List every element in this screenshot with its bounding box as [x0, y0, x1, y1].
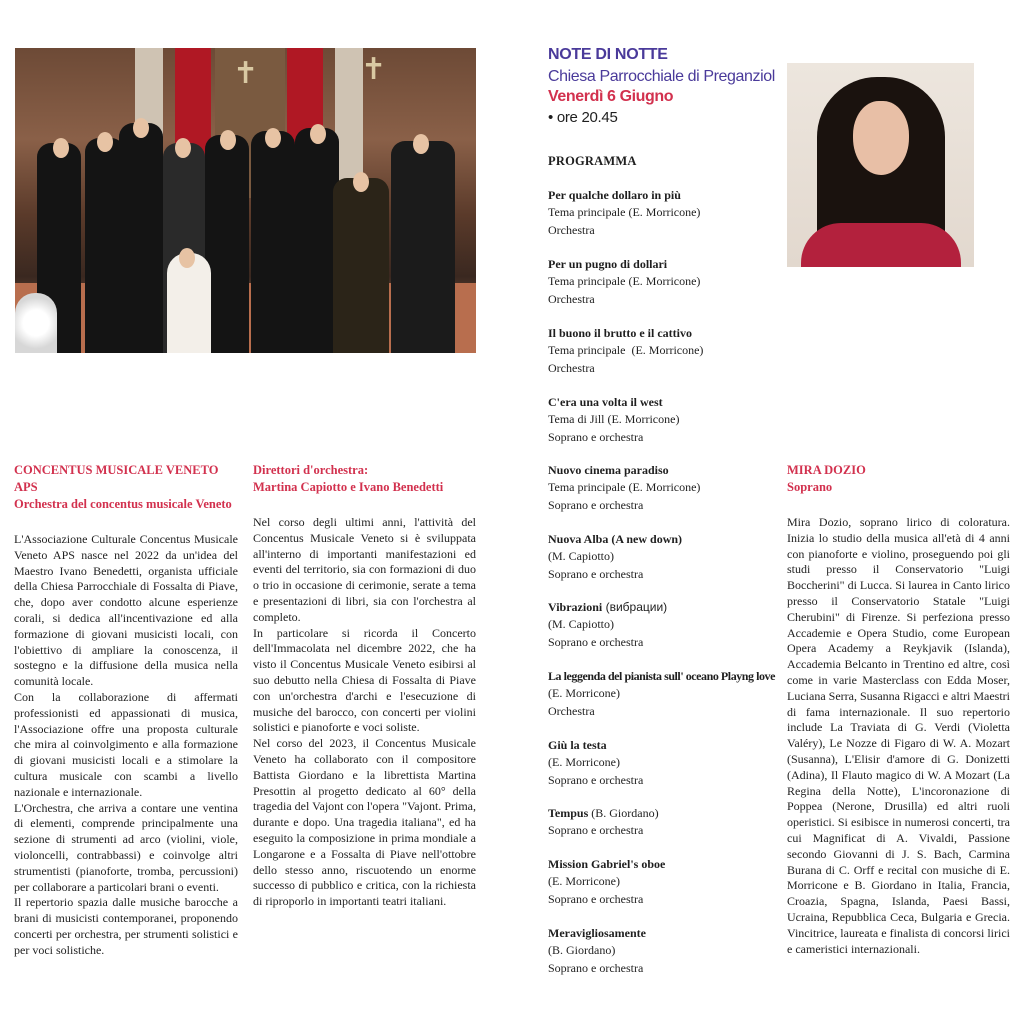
concentus-subtitle: Orchestra del concentus musicale Veneto	[14, 497, 232, 511]
piece-performers: Soprano e orchestra	[548, 566, 644, 581]
event-place: Chiesa Parrocchiale di Preganziol	[548, 68, 775, 85]
piece-detail: (E. Morricone)	[548, 874, 620, 889]
piece-detail: (B. Giordano)	[548, 943, 616, 958]
program-item	[548, 187, 788, 239]
soprano-bio: Mira Dozio, soprano lirico di coloratura. Inizia lo studio della musica all'età di 4 anni con pianoforte e violino, proseguendo poi gli studi presso il Conservatorio "Luigi Boccherini" di Lucca. Si laurea in Canto lirico presso il Conservatorio Statale "Luigi Cherubini" di Firenze. Si perfeziona presso Accademie e Opera Studio, come European Opera Academy a Reykjavik (Islanda), Accademia Belcanto in Trentino ed altre, così come in varie Masterclass con Edda Moser, Luciana Serra, Susanna Rigacci e altri Maestri di fama internazionale. Il suo repertorio include La Traviata di G. Verdi (Violetta Valéry), Le Nozze di Figaro di W. A. Mozart (Susanna), L'Elisir d'amore di G. Donizetti (Adina), Il Flauto magico di W. A Mozart (La Regina della Notte), L'incoronazione di Poppea (Nerone, Drusilla) ed altri ruoli operistici. Si esibisce in numerosi concerti, tra cui Magnificat di A. Vivaldi, Passione secondo Giovanni di J. S. Bach, Carmina Burana di C. Orff e recital con musiche di E. Morricone e B. Giordano in Italia, Francia, Croazia, Spagna, Islanda, Paesi Bassi, Ucraina, Repubblica Ceca, Bulgaria e Grecia. Vincitrice, laureata e finalista di concorsi lirici e cameristici internazionali.	[787, 515, 1010, 956]
piece-title: La leggenda del pianista sull' oceano Playng love	[548, 669, 775, 683]
orchestra-photo: ✝ ✝	[15, 48, 476, 353]
program-item	[548, 599, 788, 651]
piece-title-extra: (вибрации)	[602, 600, 668, 614]
directors-section	[253, 462, 476, 910]
directors-paragraph: Nel corso degli ultimi anni, l'attività del Concentus Musicale Veneto si è sviluppata all'interno di importanti manifestazioni ed eventi del territorio, sia con formazioni di duo o trio in occasione di cerimonie, serate a tema e presentazioni di libri, sia con l'orchestra al completo.	[253, 515, 476, 624]
piece-title: Vibrazioni	[548, 600, 603, 614]
piece-performers: Soprano e orchestra	[548, 772, 644, 787]
piece-title: Giù la testa	[548, 738, 607, 752]
piece-detail: (E. Morricone)	[548, 686, 620, 701]
event-time: • ore 20.45	[548, 109, 618, 126]
piece-detail: Tema di Jill (E. Morricone)	[548, 412, 680, 427]
program-item	[548, 737, 788, 789]
directors-paragraph: Nel corso del 2023, il Concentus Musicale Veneto ha collaborato con il compositore Battista Giordano e la librettista Martina Presottin al progetto dedicato al 60° della tragedia del Vajont con l'opera "Vajont. Prima, durante e dopo. Una tragedia italiana", ed ha eseguito la composizione in prima mondiale a Longarone e a Fossalta di Piave nell'ottobre dello stesso anno, riscuotendo un enorme successo di pubblico e critica, con la richiesta di riproporlo in importanti teatri italiani.	[253, 736, 476, 909]
program-item	[548, 531, 788, 583]
piece-title: C'era una volta il west	[548, 395, 663, 409]
piece-title-extra: (B. Giordano)	[588, 806, 659, 820]
piece-title: Per un pugno di dollari	[548, 257, 668, 271]
piece-detail: (M. Capiotto)	[548, 617, 614, 632]
piece-performers: Soprano e orchestra	[548, 891, 644, 906]
piece-title: Meravigliosamente	[548, 926, 646, 940]
program-item	[548, 856, 788, 908]
concentus-section	[14, 462, 238, 959]
piece-performers: Soprano e orchestra	[548, 634, 644, 649]
piece-performers: Soprano e orchestra	[548, 497, 644, 512]
program-heading: PROGRAMMA	[548, 154, 637, 168]
program-item	[548, 394, 788, 446]
concentus-paragraph: Il repertorio spazia dalle musiche barocche a brani di musicisti contemporanei, proponendo concerti per orchestra, per strumenti solistici e per voci solistiche.	[14, 895, 238, 957]
concentus-paragraph: L'Associazione Culturale Concentus Musicale Veneto APS nasce nel 2022 da un'idea del Maestro Ivano Benedetti, organista ufficiale della Chiesa Parrocchiale di Fossalta di Piave, che, dopo aver condotto alcune esperienze corali, si dedica all'incentivazione ed alla formazione di giovani musicisti locali, con l'obiettivo di ampliare la conoscenza, il sostegno e la diffusione della musica nella comunità locale.	[14, 532, 238, 689]
piece-performers: Soprano e orchestra	[548, 960, 644, 975]
piece-performers: Orchestra	[548, 703, 595, 718]
program-item	[548, 325, 788, 377]
program-item	[548, 668, 784, 720]
soprano-section	[787, 462, 1010, 957]
piece-title: Nuovo cinema paradiso	[548, 463, 669, 477]
soprano-name: MIRA DOZIO	[787, 463, 866, 477]
piece-detail: (E. Morricone)	[548, 755, 620, 770]
program-item	[548, 805, 788, 840]
piece-detail: Tema principale (E. Morricone)	[548, 343, 704, 358]
concentus-title: CONCENTUS MUSICALE VENETO APS	[14, 463, 219, 494]
directors-paragraph: In particolare si ricorda il Concerto dell'Immacolata nel dicembre 2022, che ha visto il Concentus Musicale Veneto esibirsi al suo debutto nella Chiesa di Fossalta di Piave con un'orchestra d'archi e l'esecuzione di musiche del barocco, con concerti per violini solistici e pianoforte e voci soliste.	[253, 625, 476, 735]
program-item	[548, 925, 788, 977]
piece-performers: Soprano e orchestra	[548, 823, 644, 838]
soprano-portrait	[787, 63, 974, 267]
piece-detail: Tema principale (E. Morricone)	[548, 274, 701, 289]
piece-detail: (M. Capiotto)	[548, 549, 614, 564]
piece-detail: Tema principale (E. Morricone)	[548, 205, 701, 220]
directors-title: Direttori d'orchestra:	[253, 463, 369, 477]
event-title: NOTE DI NOTTE	[548, 46, 668, 63]
piece-performers: Orchestra	[548, 291, 595, 306]
concentus-paragraph: Con la collaborazione di affermati professionisti ed appassionati di musica, l'Associazione offre una proposta culturale che mira al coinvolgimento e alla formazione di giovani musicisti locali e a stimolare la cultura musicale con scambi a livello nazionale e internazionale.	[14, 689, 238, 799]
piece-title: Per qualche dollaro in più	[548, 188, 681, 202]
piece-performers: Orchestra	[548, 222, 595, 237]
piece-title: Mission Gabriel's oboe	[548, 857, 666, 871]
soprano-role: Soprano	[787, 480, 833, 494]
concentus-paragraph: L'Orchestra, che arriva a contare une ventina di elementi, comprende principalmente una sezione di strumenti ad arco (violini, viole, violoncelli, contrabbassi) e coinvolge altri strumentisti (pianoforte, tromba, percussioni) per collaborare a particolari brani o eventi.	[14, 800, 238, 894]
piece-performers: Orchestra	[548, 360, 595, 375]
piece-title: Tempus	[548, 806, 589, 820]
piece-performers: Soprano e orchestra	[548, 429, 644, 444]
program-item	[548, 256, 788, 308]
piece-title: Nuova Alba (A new down)	[548, 532, 683, 546]
event-date: Venerdì 6 Giugno	[548, 88, 674, 105]
piece-title: Il buono il brutto e il cattivo	[548, 326, 693, 340]
program-item	[548, 462, 788, 514]
piece-detail: Tema principale (E. Morricone)	[548, 480, 701, 495]
directors-subtitle: Martina Capiotto e Ivano Benedetti	[253, 480, 444, 494]
